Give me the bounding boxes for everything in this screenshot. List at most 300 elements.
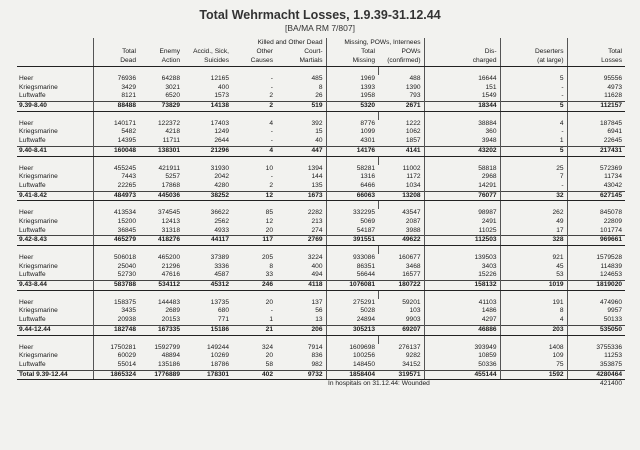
branch-label: Luftwaffe xyxy=(17,271,93,280)
value-cell: 771 xyxy=(217,316,229,324)
branch-label: Heer xyxy=(17,254,93,263)
value-cell: 7 xyxy=(500,173,567,182)
spacer-cell xyxy=(326,290,378,299)
value-cell: 319571 xyxy=(378,370,424,380)
value-cell: 5028 xyxy=(360,307,376,315)
value-cell: - xyxy=(500,92,567,101)
spacer-cell xyxy=(378,156,424,165)
value-cell: 4218 xyxy=(165,128,180,136)
value-cell: 393949 xyxy=(424,344,500,353)
value-cell: 149244 xyxy=(206,343,229,351)
branch-label: Heer xyxy=(17,120,93,129)
header-row-2 xyxy=(17,57,625,67)
value-cell: 160677 xyxy=(378,254,424,263)
value-cell: 969661 xyxy=(567,236,625,246)
period-total-row xyxy=(17,102,625,112)
spacer-cell xyxy=(139,201,183,210)
value-cell: 47616 xyxy=(161,271,180,279)
value-cell: 37389 xyxy=(210,254,229,262)
value-cell: - xyxy=(500,128,567,137)
spacer-cell xyxy=(378,290,424,299)
value-cell: 10 xyxy=(265,164,273,172)
table-row xyxy=(17,209,625,218)
spacer-cell xyxy=(232,335,276,344)
value-cell: - xyxy=(500,84,567,93)
spacer-cell xyxy=(567,201,625,210)
value-cell: 2491 xyxy=(424,218,500,227)
value-cell: 3336 xyxy=(214,262,229,270)
col-header: Accid., Sick, xyxy=(193,48,229,56)
value-cell: 2 xyxy=(232,102,276,112)
period-label: 9.44-12.44 xyxy=(17,325,93,335)
value-cell: 18786 xyxy=(210,360,229,368)
value-cell: 20 xyxy=(265,226,273,234)
value-cell: 34152 xyxy=(378,361,424,370)
spacer-cell xyxy=(378,111,424,120)
value-cell: 21296 xyxy=(161,262,180,270)
value-cell: 3435 xyxy=(121,307,136,315)
branch-label: Kriegsmarine xyxy=(17,173,93,182)
value-cell: 6466 xyxy=(360,181,376,189)
col-header: (confirmed) xyxy=(378,57,424,67)
spacer-cell xyxy=(17,201,93,210)
spacer-cell xyxy=(183,201,232,210)
value-cell: 52730 xyxy=(117,271,136,279)
spacer-cell xyxy=(378,201,424,210)
value-cell: 4 xyxy=(269,119,273,127)
spacer-cell xyxy=(139,335,183,344)
value-cell: 2769 xyxy=(276,236,326,246)
branch-label: Luftwaffe xyxy=(17,227,93,236)
value-cell: 921 xyxy=(500,254,567,263)
value-cell: 3403 xyxy=(424,263,500,272)
value-cell: 2644 xyxy=(214,137,229,145)
spacer-row xyxy=(17,201,625,210)
value-cell: 1316 xyxy=(360,173,376,181)
value-cell: 5320 xyxy=(326,102,378,112)
value-cell: 16577 xyxy=(378,271,424,280)
value-cell: 1592 xyxy=(500,370,567,380)
header-group-row xyxy=(17,38,625,48)
value-cell: 680 xyxy=(217,307,229,315)
value-cell: 455245 xyxy=(113,164,136,172)
value-cell: 5 xyxy=(500,102,567,112)
value-cell: 49 xyxy=(500,218,567,227)
spacer-cell xyxy=(424,201,500,210)
value-cell: 213 xyxy=(276,218,326,227)
spacer-cell xyxy=(567,111,625,120)
value-cell: 5257 xyxy=(165,173,180,181)
value-cell: 1486 xyxy=(424,307,500,316)
header-row-1 xyxy=(17,48,625,57)
value-cell: 14395 xyxy=(117,137,136,145)
value-cell: 1076081 xyxy=(326,281,378,291)
value-cell: 112157 xyxy=(567,102,625,112)
period-total-row xyxy=(17,146,625,156)
spacer-cell xyxy=(183,290,232,299)
value-cell: 4301 xyxy=(360,137,376,145)
period-label: 9.39-8.40 xyxy=(17,102,93,112)
value-cell: 217431 xyxy=(567,146,625,156)
spacer-cell xyxy=(276,290,326,299)
spacer-cell xyxy=(17,111,93,120)
value-cell: 360 xyxy=(424,128,500,137)
value-cell: 180722 xyxy=(378,281,424,291)
value-cell: 158375 xyxy=(113,298,136,306)
spacer-cell xyxy=(183,156,232,165)
value-cell: 60029 xyxy=(117,352,136,360)
value-cell: 56 xyxy=(276,307,326,316)
value-cell: 276137 xyxy=(378,344,424,353)
period-label: 9.41-8.42 xyxy=(17,191,93,201)
value-cell: 484973 xyxy=(93,191,139,201)
spacer-cell xyxy=(500,290,567,299)
value-cell: 58281 xyxy=(356,164,376,172)
period-label: 9.42-8.43 xyxy=(17,236,93,246)
value-cell: 1969 xyxy=(360,75,376,83)
value-cell: 1062 xyxy=(378,128,424,137)
value-cell: 12413 xyxy=(161,217,180,225)
table-row xyxy=(17,344,625,353)
branch-label: Kriegsmarine xyxy=(17,218,93,227)
value-cell: 1858404 xyxy=(326,370,378,380)
value-cell: 332295 xyxy=(353,209,376,217)
spacer-cell xyxy=(139,67,183,76)
value-cell: 4973 xyxy=(607,83,623,91)
value-cell: 64288 xyxy=(161,75,180,83)
value-cell: 124653 xyxy=(600,271,623,279)
table-row xyxy=(17,352,625,361)
spacer-cell xyxy=(93,335,139,344)
value-cell: 49622 xyxy=(378,236,424,246)
value-cell: 1549 xyxy=(424,92,500,101)
value-cell: 447 xyxy=(276,146,326,156)
value-cell: 535050 xyxy=(567,325,625,335)
value-cell: 43042 xyxy=(603,181,623,189)
value-cell: 8 xyxy=(269,262,273,270)
value-cell: 158132 xyxy=(424,281,500,291)
spacer-cell xyxy=(326,201,378,210)
value-cell: 22645 xyxy=(603,137,623,145)
spacer-cell xyxy=(139,290,183,299)
spacer-cell xyxy=(424,67,500,76)
spacer-cell xyxy=(139,111,183,120)
value-cell: 413534 xyxy=(113,209,136,217)
branch-label: Luftwaffe xyxy=(17,182,93,191)
value-cell: 3224 xyxy=(276,254,326,263)
value-cell: 2562 xyxy=(214,217,229,225)
value-cell: 488 xyxy=(378,75,424,84)
value-cell: 48894 xyxy=(161,352,180,360)
table-row xyxy=(17,120,625,129)
spacer-cell xyxy=(232,156,276,165)
period-total-row xyxy=(17,370,625,380)
value-cell: 353875 xyxy=(600,360,623,368)
branch-label: Luftwaffe xyxy=(17,316,93,325)
value-cell: 4280 xyxy=(214,181,229,189)
value-cell: 15226 xyxy=(424,271,500,280)
spacer-cell xyxy=(276,335,326,344)
value-cell: 56644 xyxy=(356,271,376,279)
table-row xyxy=(17,173,625,182)
value-cell: 1958 xyxy=(360,92,376,100)
spacer-cell xyxy=(567,67,625,76)
value-cell: 109 xyxy=(500,352,567,361)
value-cell: 465279 xyxy=(93,236,139,246)
value-cell: 845078 xyxy=(600,209,623,217)
value-cell: 1019 xyxy=(500,281,567,291)
spacer-cell xyxy=(232,246,276,255)
col-header: Suicides xyxy=(183,57,232,67)
col-header: Action xyxy=(139,57,183,67)
value-cell: 1 xyxy=(269,316,273,324)
spacer-cell xyxy=(326,246,378,255)
value-cell: 12 xyxy=(232,191,276,201)
col-header: Causes xyxy=(232,57,276,67)
value-cell: 4587 xyxy=(214,271,229,279)
branch-label: Luftwaffe xyxy=(17,361,93,370)
value-cell: 2968 xyxy=(424,173,500,182)
spacer-cell xyxy=(276,111,326,120)
spacer-cell xyxy=(276,67,326,76)
spacer-row xyxy=(17,290,625,299)
value-cell: 2087 xyxy=(378,218,424,227)
spacer-cell xyxy=(93,290,139,299)
spacer-cell xyxy=(326,156,378,165)
spacer-cell xyxy=(17,156,93,165)
value-cell: 66063 xyxy=(326,191,378,201)
value-cell: 54187 xyxy=(356,226,376,234)
value-cell: 14176 xyxy=(326,146,378,156)
value-cell: 3988 xyxy=(378,227,424,236)
value-cell: 324 xyxy=(261,343,273,351)
spacer-cell xyxy=(276,246,326,255)
table-row xyxy=(17,254,625,263)
value-cell: 11734 xyxy=(604,173,623,181)
value-cell: 33 xyxy=(265,271,273,279)
branch-label: Heer xyxy=(17,75,93,84)
value-cell: 474960 xyxy=(600,298,623,306)
value-cell: 2671 xyxy=(378,102,424,112)
value-cell: 1099 xyxy=(360,128,376,136)
value-cell: 1249 xyxy=(214,128,229,136)
table-row xyxy=(17,227,625,236)
value-cell: 206 xyxy=(276,325,326,335)
value-cell: 485 xyxy=(276,75,326,84)
spacer-cell xyxy=(424,246,500,255)
value-cell: 8776 xyxy=(360,119,376,127)
value-cell: 1819020 xyxy=(567,281,625,291)
period-total-row xyxy=(17,325,625,335)
value-cell: 1579528 xyxy=(596,254,623,262)
spacer-cell xyxy=(326,67,378,76)
value-cell: 8121 xyxy=(121,92,136,100)
killed-group-header: Killed and Other Dead xyxy=(93,38,326,48)
col-header: Martials xyxy=(276,57,326,67)
value-cell: 21296 xyxy=(183,146,232,156)
value-cell: 14291 xyxy=(424,182,500,191)
table-row xyxy=(17,307,625,316)
value-cell: 1034 xyxy=(378,182,424,191)
value-cell: 534112 xyxy=(139,281,183,291)
spacer-cell xyxy=(567,290,625,299)
value-cell: 572369 xyxy=(600,164,623,172)
value-cell: 421911 xyxy=(158,164,180,172)
col-header: charged xyxy=(424,57,500,67)
table-row xyxy=(17,361,625,370)
value-cell: 36845 xyxy=(117,226,136,234)
branch-label: Kriegsmarine xyxy=(17,128,93,137)
value-cell: 7914 xyxy=(276,344,326,353)
value-cell: 10859 xyxy=(424,352,500,361)
value-cell: 117 xyxy=(232,236,276,246)
spacer-cell xyxy=(183,335,232,344)
value-cell: 11253 xyxy=(604,352,623,360)
value-cell: 13 xyxy=(276,316,326,325)
spacer-row xyxy=(17,156,625,165)
value-cell: 76077 xyxy=(424,191,500,201)
value-cell: 933086 xyxy=(353,254,376,262)
value-cell: 46886 xyxy=(424,325,500,335)
period-total-row xyxy=(17,281,625,291)
value-cell: 2 xyxy=(269,92,273,100)
value-cell: 15 xyxy=(276,128,326,137)
missing-group-header: Missing, POWs, Internees xyxy=(326,38,424,48)
period-label: Total 9.39-12.44 xyxy=(17,370,93,380)
value-cell: 43202 xyxy=(424,146,500,156)
value-cell: 5 xyxy=(500,75,567,84)
value-cell: 11711 xyxy=(162,137,180,145)
value-cell: 187845 xyxy=(600,119,623,127)
value-cell: 445036 xyxy=(139,191,183,201)
value-cell: 328 xyxy=(500,236,567,246)
branch-label: Heer xyxy=(17,209,93,218)
value-cell: 4297 xyxy=(424,316,500,325)
value-cell: 40 xyxy=(276,137,326,146)
value-cell: 138301 xyxy=(139,146,183,156)
value-cell: 160048 xyxy=(93,146,139,156)
value-cell: 8 xyxy=(500,307,567,316)
value-cell: 9282 xyxy=(378,352,424,361)
value-cell: 167335 xyxy=(139,325,183,335)
value-cell: - xyxy=(270,307,273,315)
losses-table xyxy=(17,38,625,389)
value-cell: 20153 xyxy=(161,316,180,324)
value-cell: 1592799 xyxy=(154,343,180,351)
value-cell: 1750281 xyxy=(110,343,136,351)
value-cell: 75 xyxy=(500,361,567,370)
value-cell: 11025 xyxy=(424,227,500,236)
spacer-cell xyxy=(378,67,424,76)
value-cell: 4 xyxy=(500,120,567,129)
branch-label: Kriegsmarine xyxy=(17,352,93,361)
period-label: 9.43-8.44 xyxy=(17,281,93,291)
value-cell: 274 xyxy=(276,227,326,236)
value-cell: 17403 xyxy=(210,119,229,127)
spacer-cell xyxy=(17,246,93,255)
value-cell: 4 xyxy=(232,146,276,156)
value-cell: 2 xyxy=(269,181,273,189)
value-cell: 2042 xyxy=(214,173,229,181)
spacer-cell xyxy=(424,156,500,165)
value-cell: 88488 xyxy=(93,102,139,112)
value-cell: 1673 xyxy=(276,191,326,201)
footnote-text: In hospitals on 31.12.44: Wounded xyxy=(328,380,430,388)
spacer-cell xyxy=(500,67,567,76)
value-cell: 22265 xyxy=(117,181,136,189)
value-cell: 1408 xyxy=(500,344,567,353)
value-cell: 400 xyxy=(276,263,326,272)
table-body xyxy=(17,67,625,390)
value-cell: 12165 xyxy=(210,75,229,83)
value-cell: 246 xyxy=(232,281,276,291)
spacer-cell xyxy=(93,246,139,255)
value-cell: 519 xyxy=(276,102,326,112)
spacer-cell xyxy=(232,111,276,120)
spacer-row xyxy=(17,111,625,120)
table-row xyxy=(17,75,625,84)
spacer-cell xyxy=(183,111,232,120)
value-cell: 583788 xyxy=(93,281,139,291)
value-cell: 400 xyxy=(217,83,229,91)
value-cell: 402 xyxy=(232,370,276,380)
value-cell: 20 xyxy=(265,352,273,360)
value-cell: 374545 xyxy=(157,209,180,217)
value-cell: 53 xyxy=(500,271,567,280)
spacer-cell xyxy=(93,67,139,76)
value-cell: 41103 xyxy=(424,299,500,308)
value-cell: 25040 xyxy=(117,262,136,270)
value-cell: 151 xyxy=(424,84,500,93)
spacer-cell xyxy=(139,246,183,255)
spacer-cell xyxy=(183,246,232,255)
value-cell: 55014 xyxy=(117,360,136,368)
spacer-cell xyxy=(232,201,276,210)
value-cell: 982 xyxy=(276,361,326,370)
value-cell: - xyxy=(270,75,273,83)
value-cell: 2282 xyxy=(276,209,326,218)
spacer-cell xyxy=(232,290,276,299)
value-cell: 9903 xyxy=(378,316,424,325)
spacer-cell xyxy=(378,246,424,255)
value-cell: 137 xyxy=(276,299,326,308)
period-label: 9.40-8.41 xyxy=(17,146,93,156)
spacer-cell xyxy=(500,335,567,344)
value-cell: 69207 xyxy=(378,325,424,335)
table-row xyxy=(17,165,625,174)
value-cell: - xyxy=(270,137,273,145)
spacer-cell xyxy=(500,111,567,120)
value-cell: 11628 xyxy=(604,92,623,100)
table-row xyxy=(17,316,625,325)
branch-label: Luftwaffe xyxy=(17,92,93,101)
value-cell: 1865324 xyxy=(93,370,139,380)
value-cell: 5069 xyxy=(360,217,376,225)
col-header: Enemy xyxy=(159,48,180,56)
table-row xyxy=(17,137,625,146)
value-cell: 3468 xyxy=(378,263,424,272)
value-cell: 44117 xyxy=(183,236,232,246)
table-row xyxy=(17,92,625,101)
table-row xyxy=(17,84,625,93)
col-header: Missing xyxy=(326,57,378,67)
table-row xyxy=(17,271,625,280)
spacer-cell xyxy=(378,335,424,344)
value-cell: 275291 xyxy=(353,298,376,306)
value-cell: 58818 xyxy=(424,165,500,174)
value-cell: 73829 xyxy=(139,102,183,112)
value-cell: 144 xyxy=(276,173,326,182)
